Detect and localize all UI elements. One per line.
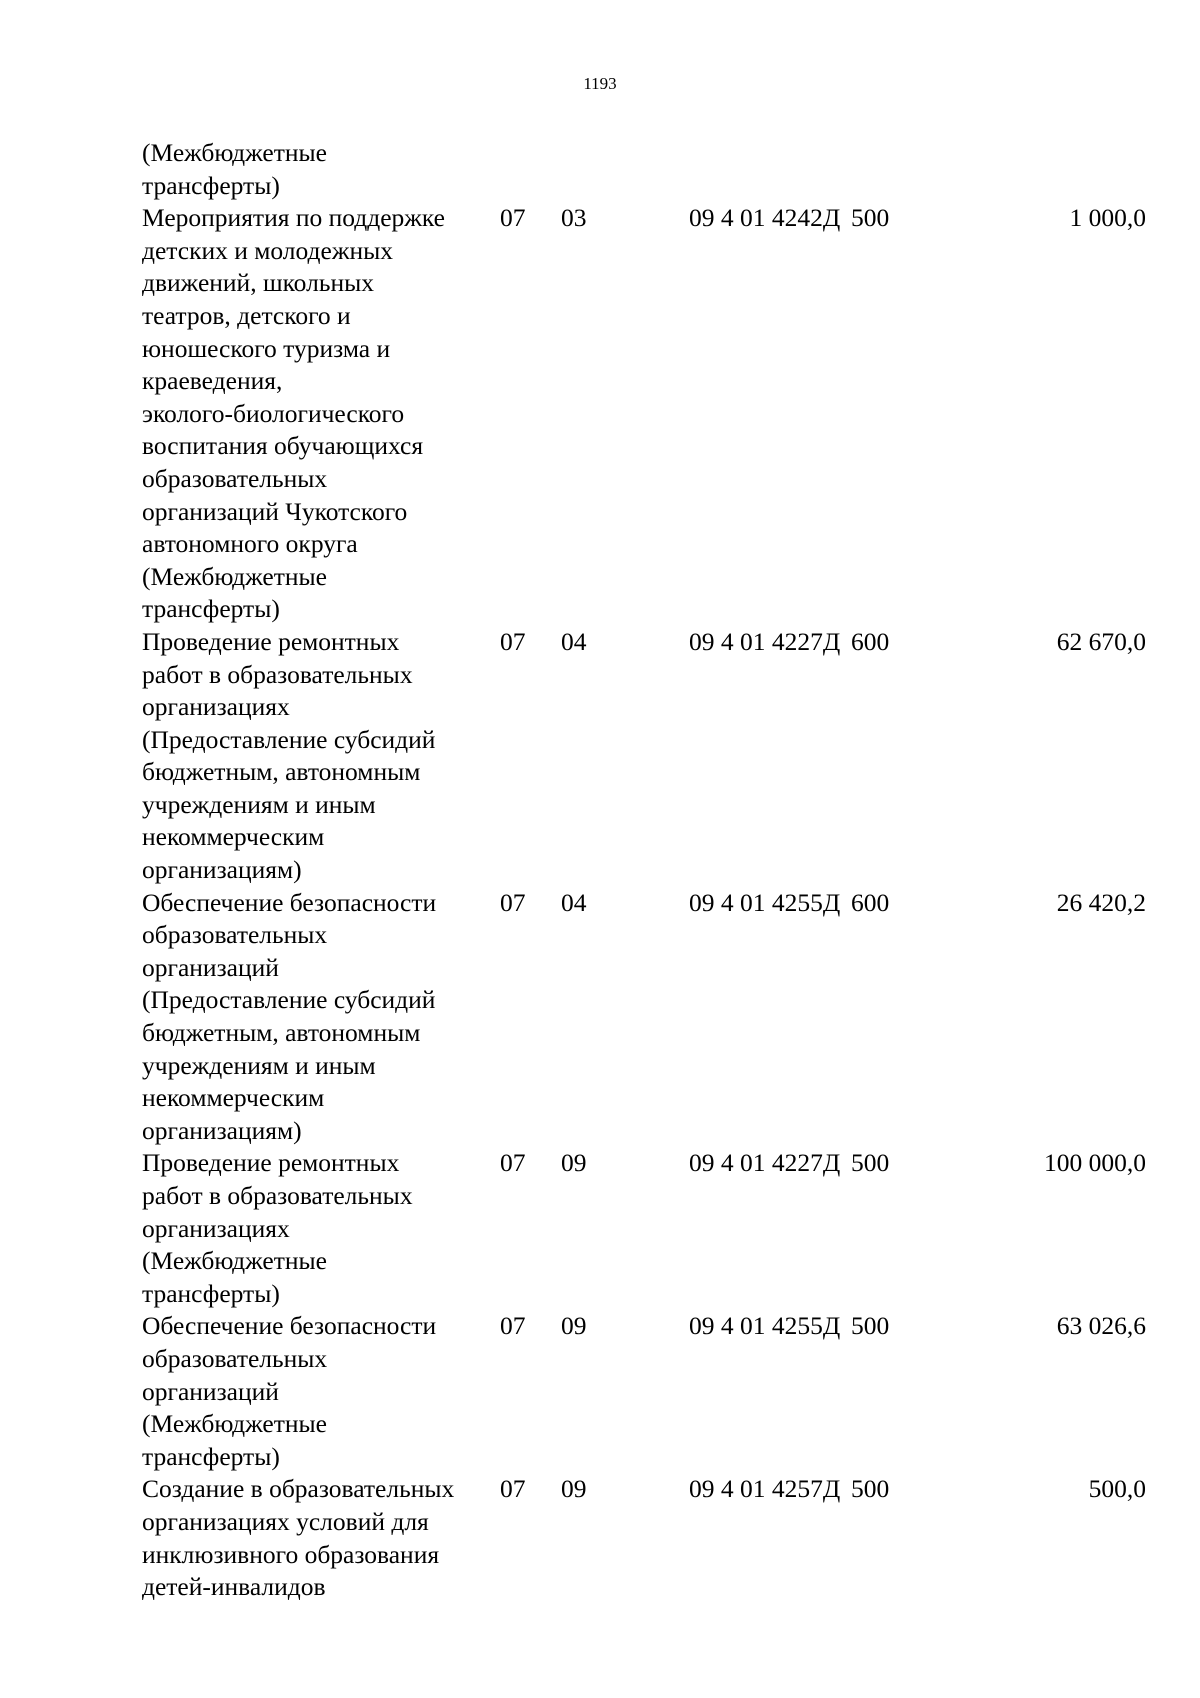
item-name-line: работ в образовательных xyxy=(142,1181,413,1210)
item-name-line: трансферты) xyxy=(142,1441,280,1471)
item-name-line: (Предоставление субсидий xyxy=(142,985,436,1015)
item-name-line: (Предоставление субсидий xyxy=(142,724,436,754)
item-name-line: детских и молодежных xyxy=(142,235,393,265)
item-name-line: Проведение ремонтных xyxy=(142,626,400,656)
item-name-line: учреждениям и иным xyxy=(142,789,376,819)
item-name-line: трансферты) xyxy=(142,594,280,624)
item-name-line: (Межбюджетные xyxy=(142,1409,327,1439)
subsection-code: 04 xyxy=(561,626,587,656)
item-name-line: Мероприятия по поддержке xyxy=(142,203,445,233)
item-name-line: организаций xyxy=(142,952,279,982)
item-name-line: учреждениям и иным xyxy=(142,1050,376,1080)
target-article-code: 09 4 01 4227Д xyxy=(689,626,841,656)
item-name-line: трансферты) xyxy=(142,1278,280,1308)
subsection-code: 09 xyxy=(561,1311,587,1341)
amount: 500,0 xyxy=(1088,1474,1146,1504)
section-code: 07 xyxy=(500,1474,526,1504)
item-name-line: детей-инвалидов xyxy=(142,1572,326,1602)
section-code: 07 xyxy=(500,203,526,233)
item-name-line: воспитания обучающихся xyxy=(142,431,424,461)
item-name xyxy=(142,202,500,626)
section-code: 07 xyxy=(500,1311,526,1341)
table-row xyxy=(142,137,1146,202)
item-name xyxy=(142,137,500,202)
table-row xyxy=(142,887,1146,1148)
table-row xyxy=(142,1147,1146,1310)
item-name-line: Проведение ремонтных xyxy=(142,1148,400,1178)
item-name-line: инклюзивного образования xyxy=(142,1539,440,1569)
target-article-code: 09 4 01 4257Д xyxy=(689,1474,841,1504)
budget-table xyxy=(142,137,1146,1604)
amount: 63 026,6 xyxy=(1056,1311,1146,1341)
item-name-line: эколого-биологического xyxy=(142,398,405,428)
item-name-line: Создание в образовательных xyxy=(142,1474,455,1504)
expense-type-code: 500 xyxy=(851,203,890,233)
item-name xyxy=(142,1310,500,1473)
item-name-line: бюджетным, автономным xyxy=(142,757,421,787)
item-name-line: Обеспечение безопасности xyxy=(142,887,437,917)
item-name-line: юношеского туризма и xyxy=(142,333,391,363)
amount: 1 000,0 xyxy=(1069,203,1146,233)
expense-type-code: 600 xyxy=(851,626,890,656)
section-code: 07 xyxy=(500,626,526,656)
subsection-code: 09 xyxy=(561,1148,587,1178)
item-name-line: образовательных xyxy=(142,920,328,950)
section-code: 07 xyxy=(500,887,526,917)
expense-type-code: 500 xyxy=(851,1311,890,1341)
section-code: 07 xyxy=(500,1148,526,1178)
item-name-line: организаций Чукотского xyxy=(142,496,408,526)
item-name xyxy=(142,1473,500,1603)
item-name-line: театров, детского и xyxy=(142,300,351,330)
subsection-code: 09 xyxy=(561,1474,587,1504)
item-name-line: организациях xyxy=(142,1213,290,1243)
item-name-line: организаций xyxy=(142,1376,279,1406)
item-name-line: образовательных xyxy=(142,1343,328,1373)
item-name-line: организациях условий для xyxy=(142,1506,429,1536)
page-number: 1193 xyxy=(583,74,617,93)
item-name-line: некоммерческим xyxy=(142,1083,325,1113)
item-name-line: (Межбюджетные xyxy=(142,138,327,167)
item-name-line: организациям) xyxy=(142,855,302,885)
item-name-line: (Межбюджетные xyxy=(142,561,327,591)
amount: 26 420,2 xyxy=(1056,887,1146,917)
item-name-line: образовательных xyxy=(142,463,328,493)
item-name-line: краеведения, xyxy=(142,366,283,396)
item-name xyxy=(142,1147,500,1310)
target-article-code: 09 4 01 4255Д xyxy=(689,887,841,917)
expense-type-code: 500 xyxy=(851,1148,890,1178)
expense-type-code: 600 xyxy=(851,887,890,917)
table-row xyxy=(142,1473,1146,1603)
subsection-code: 03 xyxy=(561,203,587,233)
table-row xyxy=(142,1310,1146,1473)
item-name-line: автономного округа xyxy=(142,529,358,559)
item-name-line: бюджетным, автономным xyxy=(142,1018,421,1048)
item-name-line: организациям) xyxy=(142,1115,302,1145)
table-row xyxy=(142,626,1146,887)
item-name-line: организациях xyxy=(142,692,290,722)
item-name-line: (Межбюджетные xyxy=(142,1246,327,1276)
item-name-line: трансферты) xyxy=(142,170,280,200)
amount: 62 670,0 xyxy=(1056,626,1146,656)
subsection-code: 04 xyxy=(561,887,587,917)
target-article-code: 09 4 01 4227Д xyxy=(689,1148,841,1178)
table-row xyxy=(142,202,1146,626)
item-name xyxy=(142,626,500,887)
target-article-code: 09 4 01 4255Д xyxy=(689,1311,841,1341)
amount: 100 000,0 xyxy=(1044,1148,1146,1178)
target-article-code: 09 4 01 4242Д xyxy=(689,203,841,233)
item-name-line: работ в образовательных xyxy=(142,659,413,689)
item-name xyxy=(142,887,500,1148)
item-name-line: некоммерческим xyxy=(142,822,325,852)
expense-type-code: 500 xyxy=(851,1474,890,1504)
item-name-line: движений, школьных xyxy=(142,268,374,298)
item-name-line: Обеспечение безопасности xyxy=(142,1311,437,1341)
